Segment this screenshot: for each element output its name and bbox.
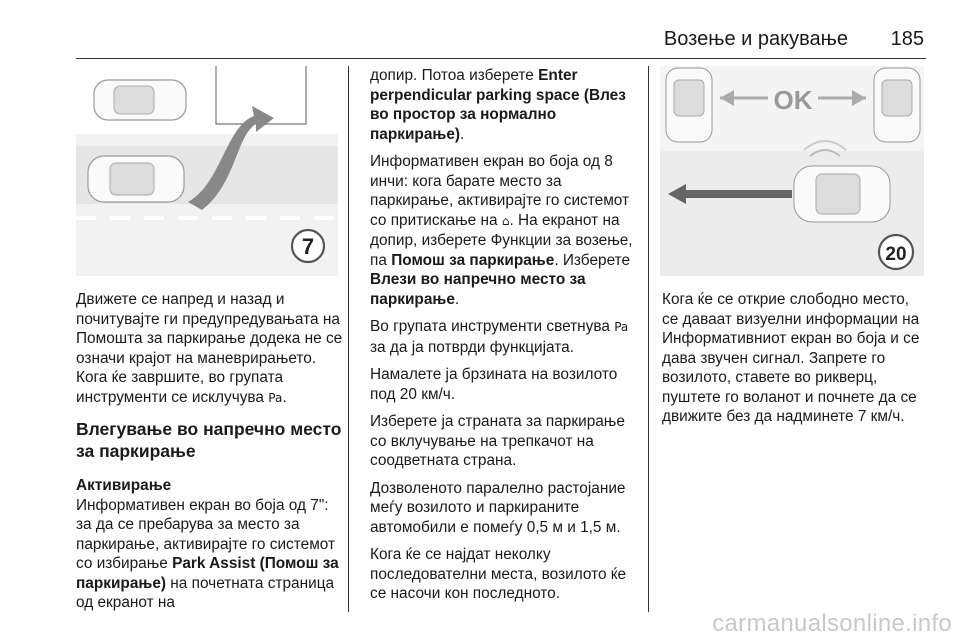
figure-right-parking	[660, 66, 924, 276]
column-2	[370, 66, 640, 612]
ok-sign: OK	[773, 85, 813, 115]
paragraph: Дозволеното паралелно растојание меѓу возилото и паркираните автомобили е помеѓу 0,5 м и 1,5 м.	[370, 479, 626, 536]
home-icon: ⌂	[501, 213, 510, 228]
paragraph: Информативен екран во боја од 8 инчи: кога барате место за паркирање, активирајте го системот со притискање на ⌂. На екранот на допир, изберете Функции за возење, па Помош за паркирање. Изберете Влези во напречно место за паркирање.	[370, 153, 633, 308]
paragraph: Информативен екран во боја од 7": за да се пребарува за место за паркирање, активирајте го системот со избирање Park Assist (Помош за паркирање) на почетната страница од екранот на	[76, 496, 339, 611]
column-divider-1	[348, 66, 349, 612]
figure-left-parking	[76, 66, 338, 276]
column-3	[662, 290, 928, 435]
page-number: 185	[890, 28, 924, 50]
paragraph: Во групата инструменти светнува Pa за да ја потврди функцијата.	[370, 318, 629, 356]
paragraph: Движете се напред и назад и почитувајте ги предупредувањата на Помошта за паркирање додека не се означи крајот на маневрирањето. Кога ќе завршите, во групата инструменти се исклучува Pa.	[76, 291, 343, 406]
watermark: carmanualsonline.info	[712, 610, 952, 637]
paragraph: допир. Потоа изберете Enter perpendicular parking space (Влез во простор за нормално паркирање).	[370, 67, 626, 143]
column-1	[76, 290, 344, 613]
section-heading: Влегување во напречно место за паркирање	[76, 419, 342, 461]
header-title: Возење и ракување	[663, 28, 848, 50]
paragraph: Изберете ја страната за паркирање со вклучување на трепкачот на соодветната страна.	[370, 413, 625, 469]
column-divider-2	[648, 66, 649, 612]
subsection-heading: Активирање	[76, 477, 172, 494]
paragraph: Кога ќе се најдат неколку последователни места, возилото ќе се насочи кон последното.	[370, 546, 627, 602]
parking-maneuver-illustration	[76, 66, 338, 276]
space-detection-illustration	[660, 66, 924, 276]
figure-badge-left: 7	[301, 234, 315, 259]
paragraph: Намалете ја брзината на возилото под 20 км/ч.	[370, 366, 618, 403]
parking-assist-icon: Pa	[268, 390, 283, 405]
moving-car	[88, 156, 184, 202]
figure-badge-right: 20	[885, 244, 907, 265]
page-header	[76, 24, 926, 59]
parking-assist-icon: Pa	[614, 320, 629, 334]
parked-car	[94, 80, 186, 120]
paragraph: Кога ќе се открие слободно место, се даваат визуелни информации на Информативниот екран во боја и се дава звучен сигнал. Запрете го возилото, ставете во рикверц, пуштете го воланот и почнете да се движите без да надминете 7 км/ч.	[662, 291, 920, 425]
